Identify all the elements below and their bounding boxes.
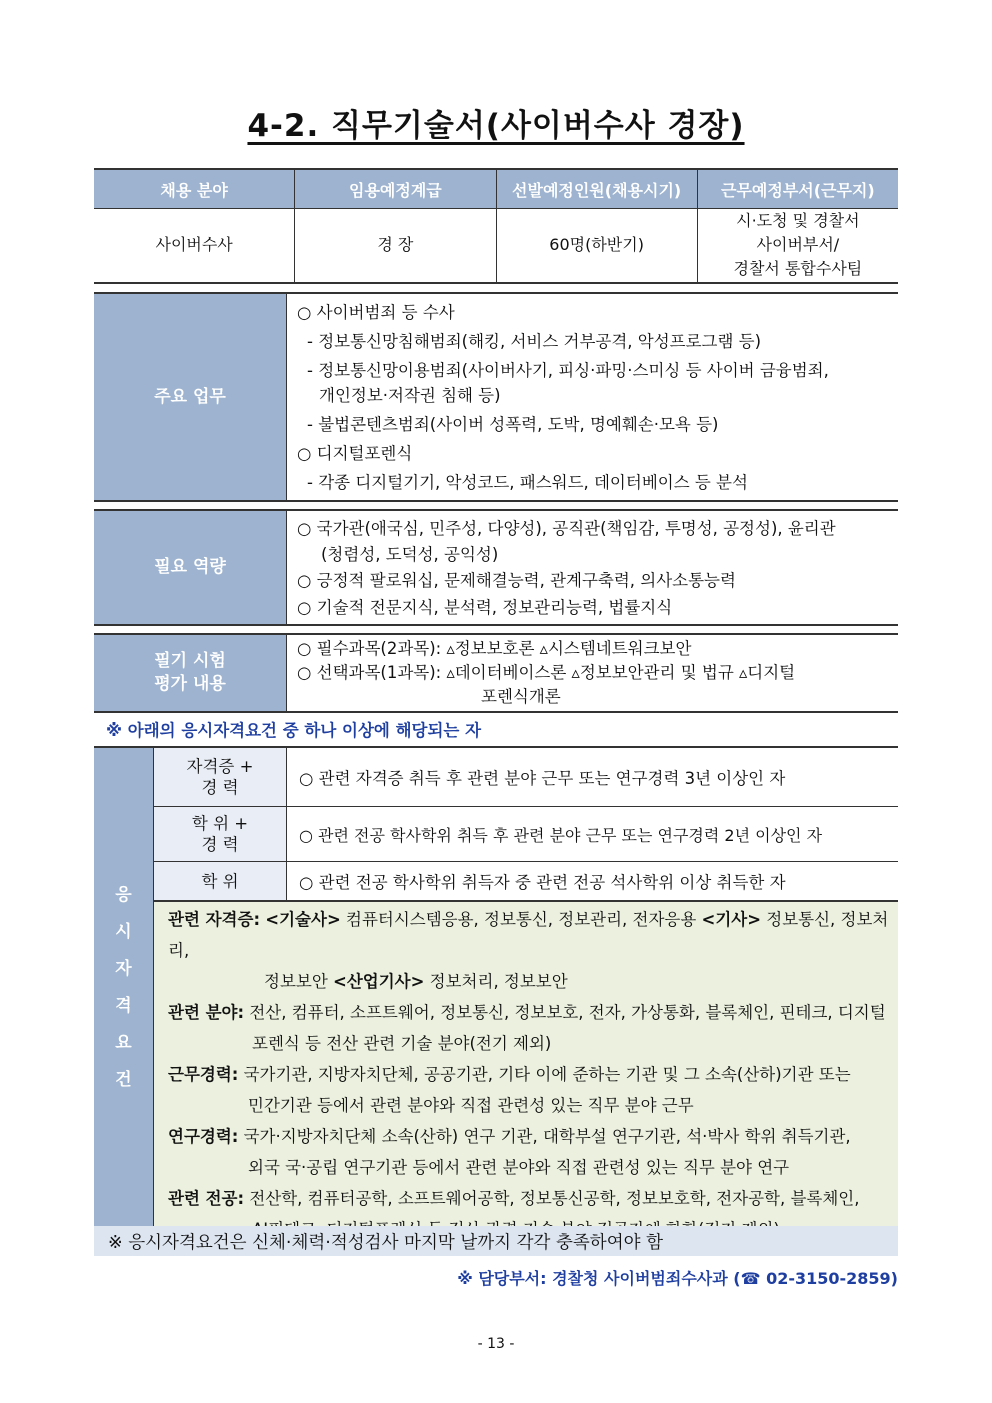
qualification-note: ※ 아래의 응시자격요건 중 하나 이상에 해당되는 자 — [106, 721, 482, 740]
requirement-note: ※ 응시자격요건은 신체·체력·적성검사 마지막 날까지 각각 충족하여야 함 — [94, 1226, 898, 1256]
detail-major: 관련 전공: 전산학, 컴퓨터공학, 소프트웨어공학, 정보통신공학, 정보보호학, 전자공학, 블록체인, — [168, 1189, 860, 1208]
duties-label: 주요 업무 — [94, 294, 287, 500]
header-field: 채용 분야 — [160, 180, 228, 200]
value-dept: 시·도청 및 경찰서 사이버부서/ 경찰서 통합수사팀 — [697, 208, 898, 282]
value-field: 사이버수사 — [155, 235, 233, 254]
exam-content: ○ 필수과목(2과목): ▵정보보호론 ▵시스템네트워크보안 ○ 선택과목(1과목): ▵데이터베이스론 ▵정보보안관리 및 법규 ▵디지털 포렌식개론 — [297, 639, 796, 706]
qualification-label: 응 시 자 격 요 건 — [94, 748, 154, 1227]
detail-cert: 관련 자격증: <기술사> 컴퓨터시스템응용, 정보통신, 정보관리, 전자응용 <기사> 정보통신, 정보처리, — [168, 910, 889, 960]
header-rank: 임용예정계급 — [294, 170, 495, 208]
department-note: ※ 담당부서: 경찰청 사이버범죄수사과 (☎ 02-3150-2859) — [457, 1269, 898, 1288]
value-count: 60명(하반기) — [496, 208, 697, 282]
competency-label: 필요 역량 — [94, 511, 287, 624]
competency-section — [94, 509, 898, 626]
qualification-section — [94, 746, 898, 1229]
competency-content: ○ 국가관(애국심, 민주성, 다양성), 공직관(책임감, 투명성, 공정성), 윤리관 (청렴성, 도덕성, 공익성) ○ 긍정적 팔로워십, 문제해결능력, 관계구축력, 의사소통능력 ○ 기술적 전문지식, 분석력, 정보관리능력, 법률지식 — [297, 519, 836, 617]
value-rank: 경 장 — [294, 208, 495, 282]
header-count: 선발예정인원(채용시기) — [496, 170, 697, 208]
duties-content: ○ 사이버범죄 등 수사 - 정보통신망침해범죄(해킹, 서비스 거부공격, 악성프로그램 등) - 정보통신망이용범죄(사이버사기, 피싱·파밍·스미싱 등 사이버 금융범죄, 개인정보·저작권 침해 등) - 불법콘텐츠범죄(사이버 성폭력, 도박, 명예훼손·모욕 등) ○ 디지털포렌식 - 각종 디지털기기, 악성코드, 패스워드, 데이터베이스 등 분석 — [297, 303, 829, 492]
qual-row-degree: 학 위 ○ 관련 전공 학사학위 취득자 중 관련 전공 석사학위 이상 취득한 자 — [154, 862, 898, 902]
page-number: - 13 - — [477, 1336, 515, 1352]
info-table-row — [94, 208, 898, 284]
detail-work: 근무경력: 국가기관, 지방자치단체, 공공기관, 기타 이에 준하는 기관 및 그 소속(산하)기관 또는 — [168, 1065, 851, 1084]
detail-field: 관련 분야: 전산, 컴퓨터, 소프트웨어, 정보통신, 정보보호, 전자, 가상통화, 블록체인, 핀테크, 디지털 — [168, 1003, 886, 1022]
exam-label: 필기 시험 평가 내용 — [94, 635, 287, 711]
header-dept: 근무예정부서(근무지) — [697, 170, 898, 208]
qual-row-degree-career: 학 위 + 경 력 ○ 관련 전공 학사학위 취득 후 관련 분야 근무 또는 연구경력 2년 이상인 자 — [154, 807, 898, 862]
qualification-details: 관련 자격증: <기술사> 컴퓨터시스템응용, 정보통신, 정보관리, 전자응용 <기사> 정보통신, 정보처리, 정보보안 <산업기사> 정보처리, 정보보안 관련 분야: 전산, 컴퓨터, 소프트웨어, 정보통신, 정보보호, 전자, 가상통화, 블록체인, 핀테크, 디지털 포렌식 등 전산 관련 기술 분야(전기 제외) 근무경력: 국가기관, 지방자치단체, 공공기관, 기타 이에 준하는 기관 및 그 소속(산하)기관 또는 민간기관 등에서 관련 분야와 직접 관련성 있는 직무 분야 근무 연구경력: 국가·지방자치단체 소속(산하) 연구 기관, 대학부설 연구기관, 석·박사 학위 취득기관, 외국 국·공립 연구기관 등에서 관련 분야와 직접 관련성 있는 직무 분야 연구 관련 전공: 전산학, 컴퓨터공학, 소프트웨어공학, 정보통신공학, 정보보호학, 전자공학, 블록체인, — [154, 902, 898, 1227]
info-table-header — [94, 168, 898, 209]
detail-research: 연구경력: 국가·지방자치단체 소속(산하) 연구 기관, 대학부설 연구기관, 석·박사 학위 취득기관, — [168, 1127, 851, 1146]
duties-section — [94, 292, 898, 502]
exam-section — [94, 633, 898, 713]
qual-row-cert-career: 자격증 + 경 력 ○ 관련 자격증 취득 후 관련 분야 근무 또는 연구경력 3년 이상인 자 — [154, 748, 898, 807]
page-title: 4-2. 직무기술서(사이버수사 경장) — [247, 108, 745, 144]
